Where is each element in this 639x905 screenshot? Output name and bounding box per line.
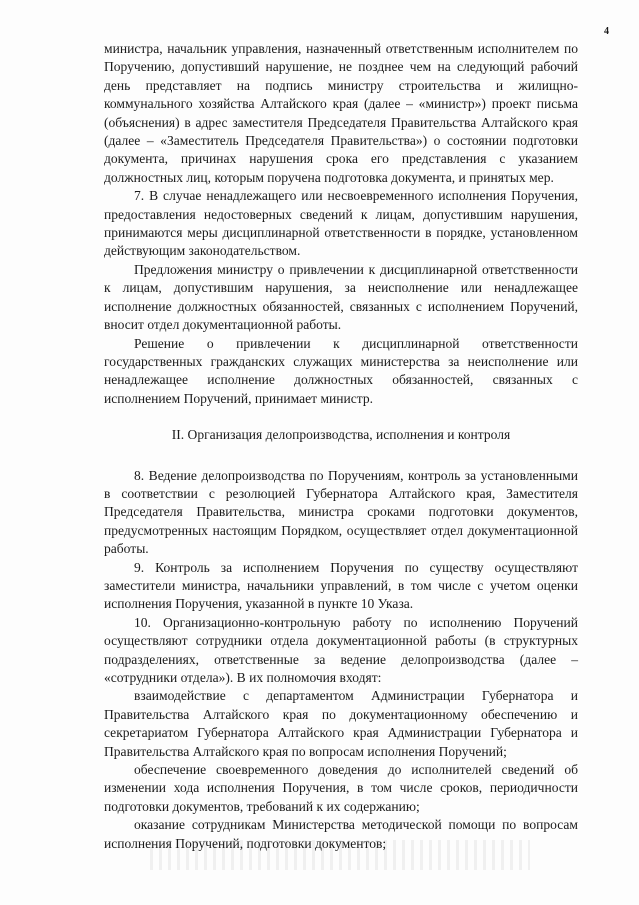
document-body <box>104 40 578 853</box>
paragraph-item-10: 10. Организационно-контрольную работу по исполнению Поручений осуществляют сотрудники отдела документационной работы (в структурных подразделениях, ответственные за ведение делопроизводства (далее – «сотрудники отдела»). В их полномочия входят: <box>104 614 578 685</box>
paragraph-item-9: 9. Контроль за исполнением Поручения по существу осуществляют заместители министра, начальники управлений, в том числе с учетом оценки исполнения Поручения, указанной в пункте 10 Указа. <box>104 559 578 612</box>
paragraph-duty-interaction: взаимодействие с департаментом Администрации Губернатора и Правительства Алтайского края по документационному обеспечению и секретариатом Губернатора Алтайского края Администрации Губернатора и Правительства Алтайского края по вопросам исполнения Поручений; <box>104 688 578 759</box>
paragraph-item-8: 8. Ведение делопроизводства по Поручениям, контроль за установленными в соответствии с резолюцией Губернатора Алтайского края, Заместителя Председателя Правительства, министра сроками подготовки документов, предусмотренных настоящим Порядком, осуществляет отдел документационной работы. <box>104 467 578 557</box>
section-heading: II. Организация делопроизводства, исполнения и контроля <box>171 427 511 443</box>
scan-artifact <box>150 840 530 870</box>
paragraph-proposals: Предложения министру о привлечении к дисциплинарной ответственности к лицам, допустившим нарушения, за неисполнение или ненадлежащее исполнение должностных обязанностей, связанных с исполнением Поручений, вносит отдел документационной работы. <box>104 261 578 333</box>
paragraph-duty-assistance: оказание сотрудникам Министерства методической помощи по вопросам исполнения Поручений, подготовки документов; <box>104 817 578 851</box>
paragraph-item-7: 7. В случае ненадлежащего или несвоевременного исполнения Поручения, предоставления недостоверных сведений к лицам, допустившим нарушения, принимаются меры дисциплинарной ответственности в порядке, установленном действующим законодательством. <box>104 188 578 259</box>
paragraph-continuation: министра, начальник управления, назначенный ответственным исполнителем по Поручению, допустивший нарушение, не позднее чем на следующий рабочий день представляет на подпись министру строительства и жилищно-коммунального хозяйства Алтайского края (далее – «министр») проект письма (объяснения) в адрес заместителя Председателя Правительства Алтайского края (далее – «Заместитель Председателя Правительства») о состоянии подготовки документа, причинах нарушения срока его представления с указанием должностных лиц, которым поручена подготовка документа, и принятых мер. <box>104 41 578 185</box>
paragraph-duty-notification: обеспечение своевременного доведения до исполнителей сведений об изменении хода исполнения Поручения, в том числе сроков, периодичности подготовки документов, требований к их содержанию; <box>104 762 578 814</box>
page-number: 4 <box>604 26 609 37</box>
paragraph-decision: Решение о привлечении к дисциплинарной ответственности государственных гражданских служащих министерства за неисполнение или ненадлежащее исполнение должностных обязанностей, связанных с исполнением Поручений, принимает министр. <box>104 335 578 406</box>
